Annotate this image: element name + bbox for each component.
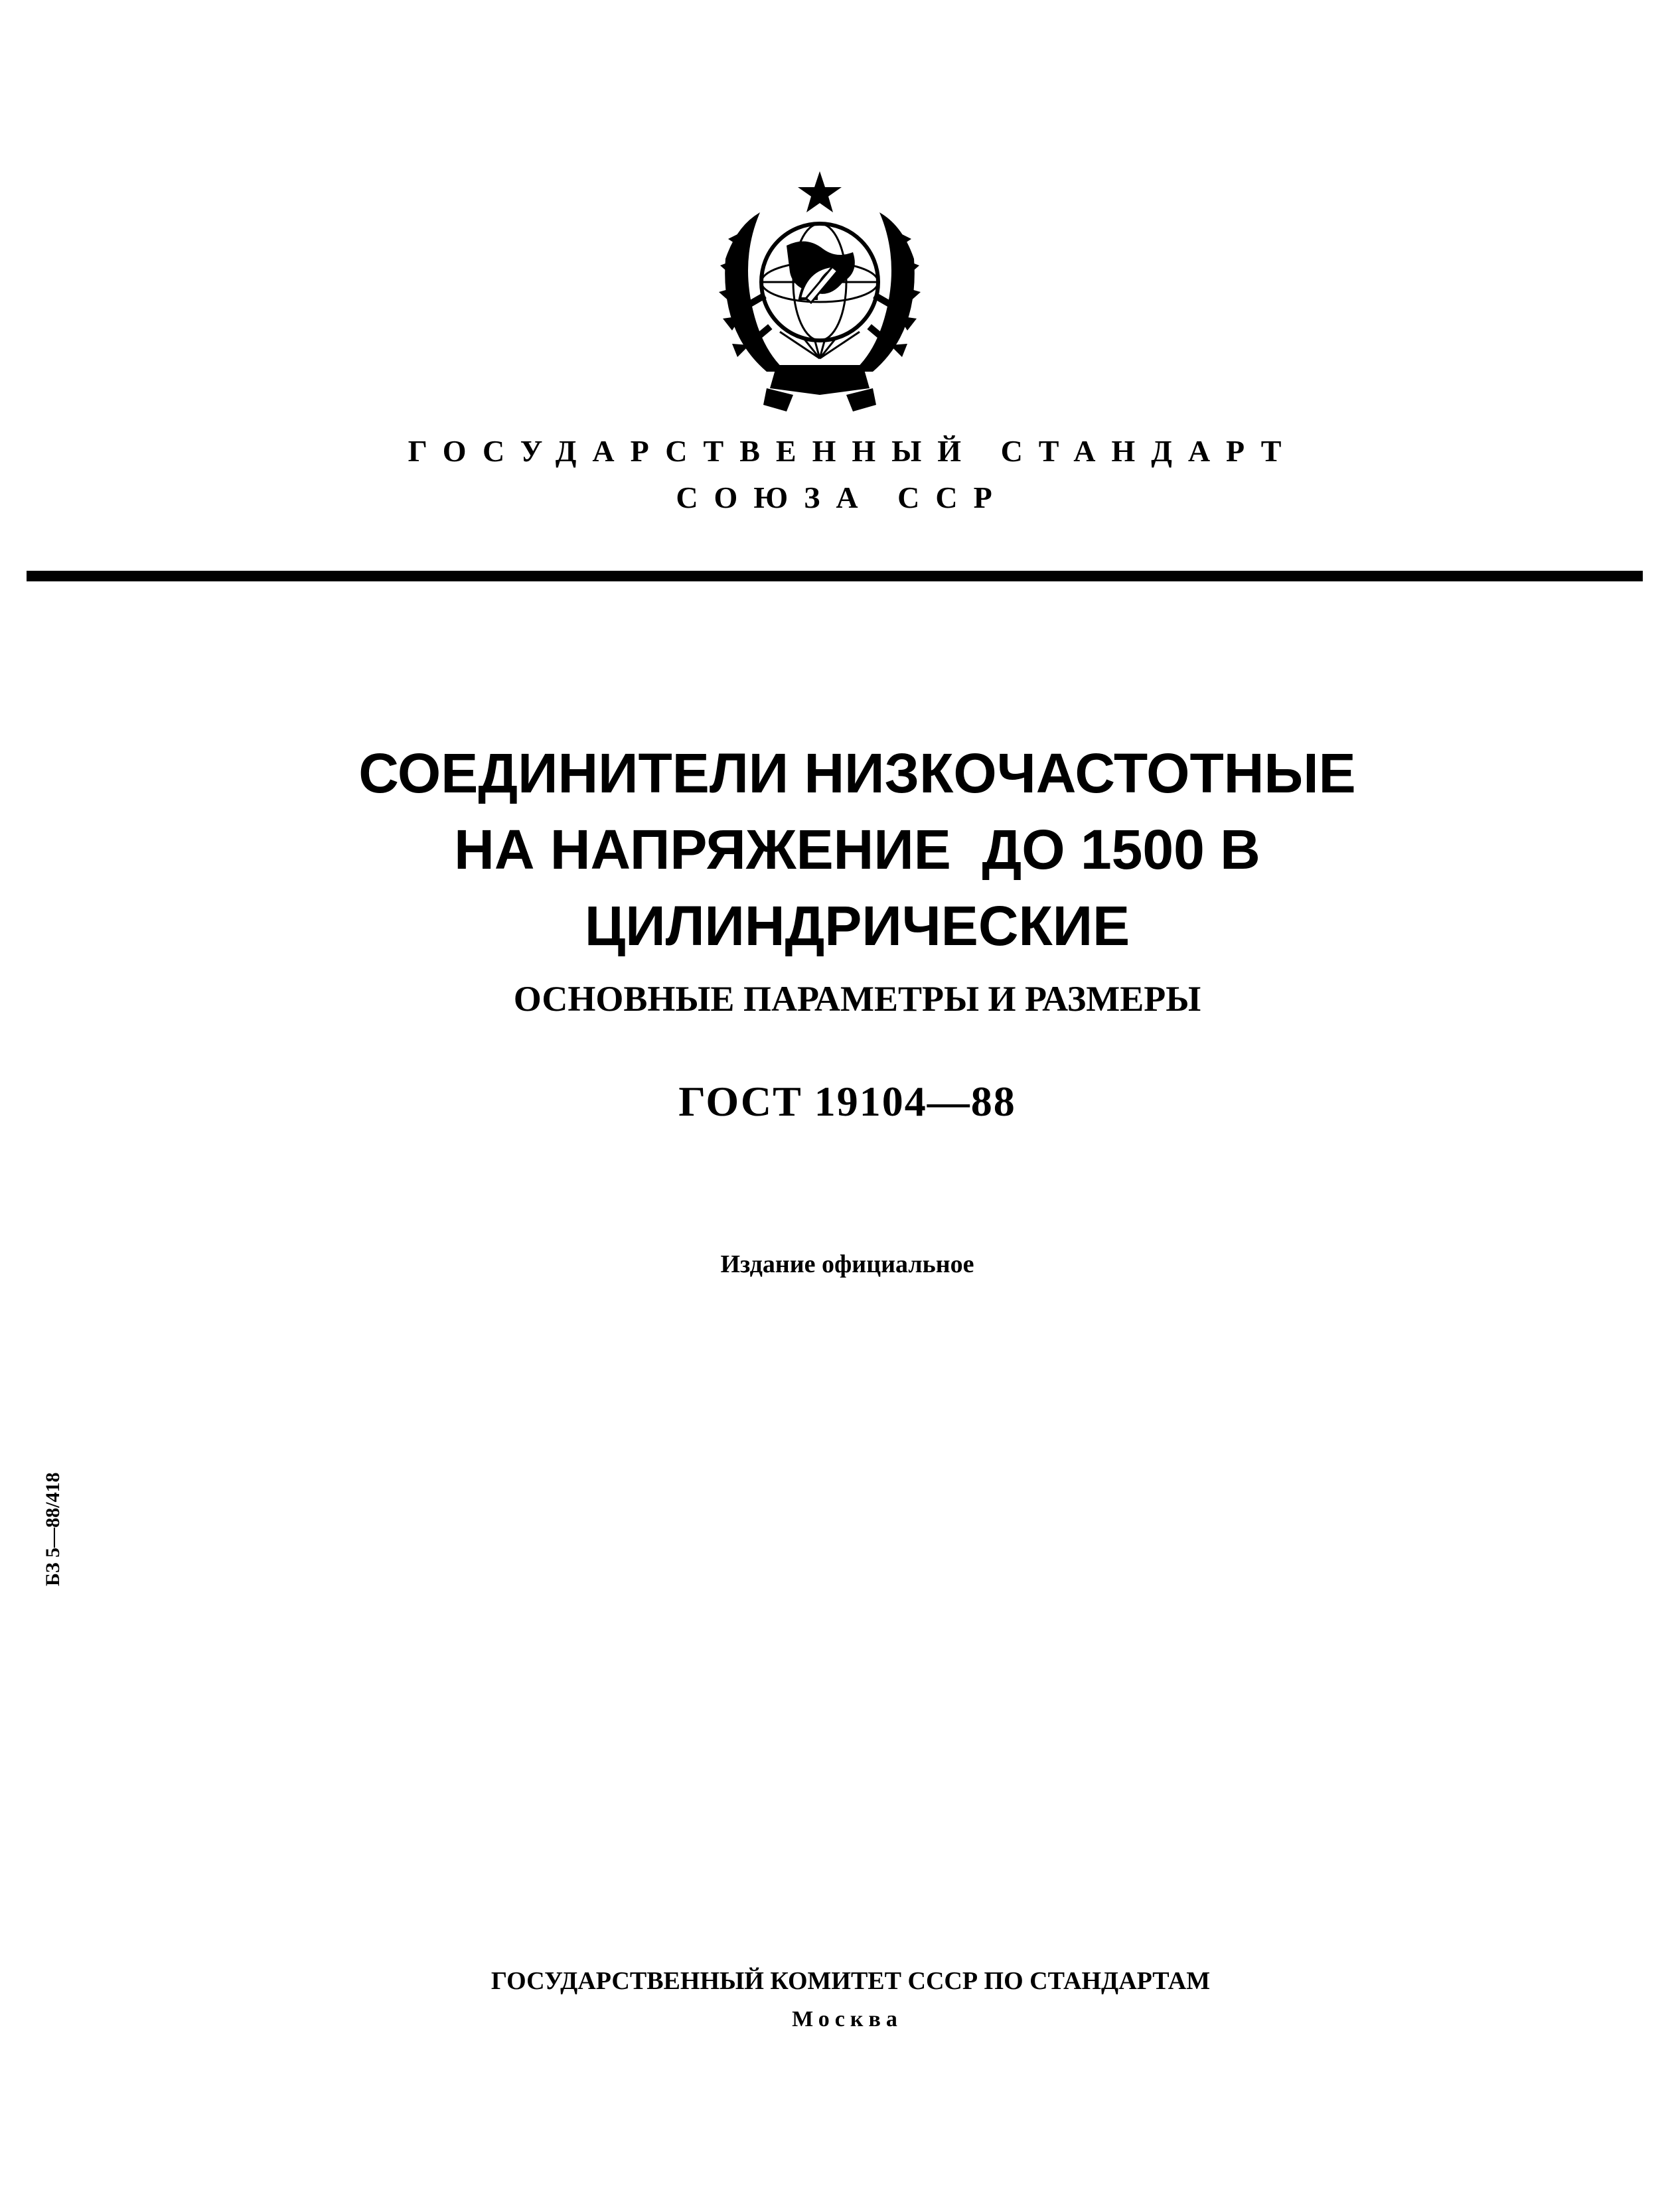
ussr-state-emblem-icon [700,166,939,418]
document-title-line-3: ЦИЛИНДРИЧЕСКИЕ [584,895,1130,957]
edition-note: Издание официальное [720,1250,974,1278]
side-registration-code: БЗ 5—88/418 [42,1472,64,1586]
standard-number: ГОСТ 19104—88 [678,1078,1016,1125]
publisher-city: Москва [792,2007,903,2031]
divider-rule [27,571,1643,581]
document-title-line-2: НА НАПРЯЖЕНИЕ ДО 1500 В [454,818,1260,881]
document-subtitle: ОСНОВНЫЕ ПАРАМЕТРЫ И РАЗМЕРЫ [513,979,1201,1019]
header-state-standard: ГОСУДАРСТВЕННЫЙ СТАНДАРТ [408,434,1298,468]
header-ussr: СОЮЗА ССР [676,480,1008,514]
publisher-name: ГОСУДАРСТВЕННЫЙ КОМИТЕТ СССР ПО СТАНДАРТАМ [491,1967,1211,1995]
document-title-line-1: СОЕДИНИТЕЛИ НИЗКОЧАСТОТНЫЕ [358,742,1356,804]
